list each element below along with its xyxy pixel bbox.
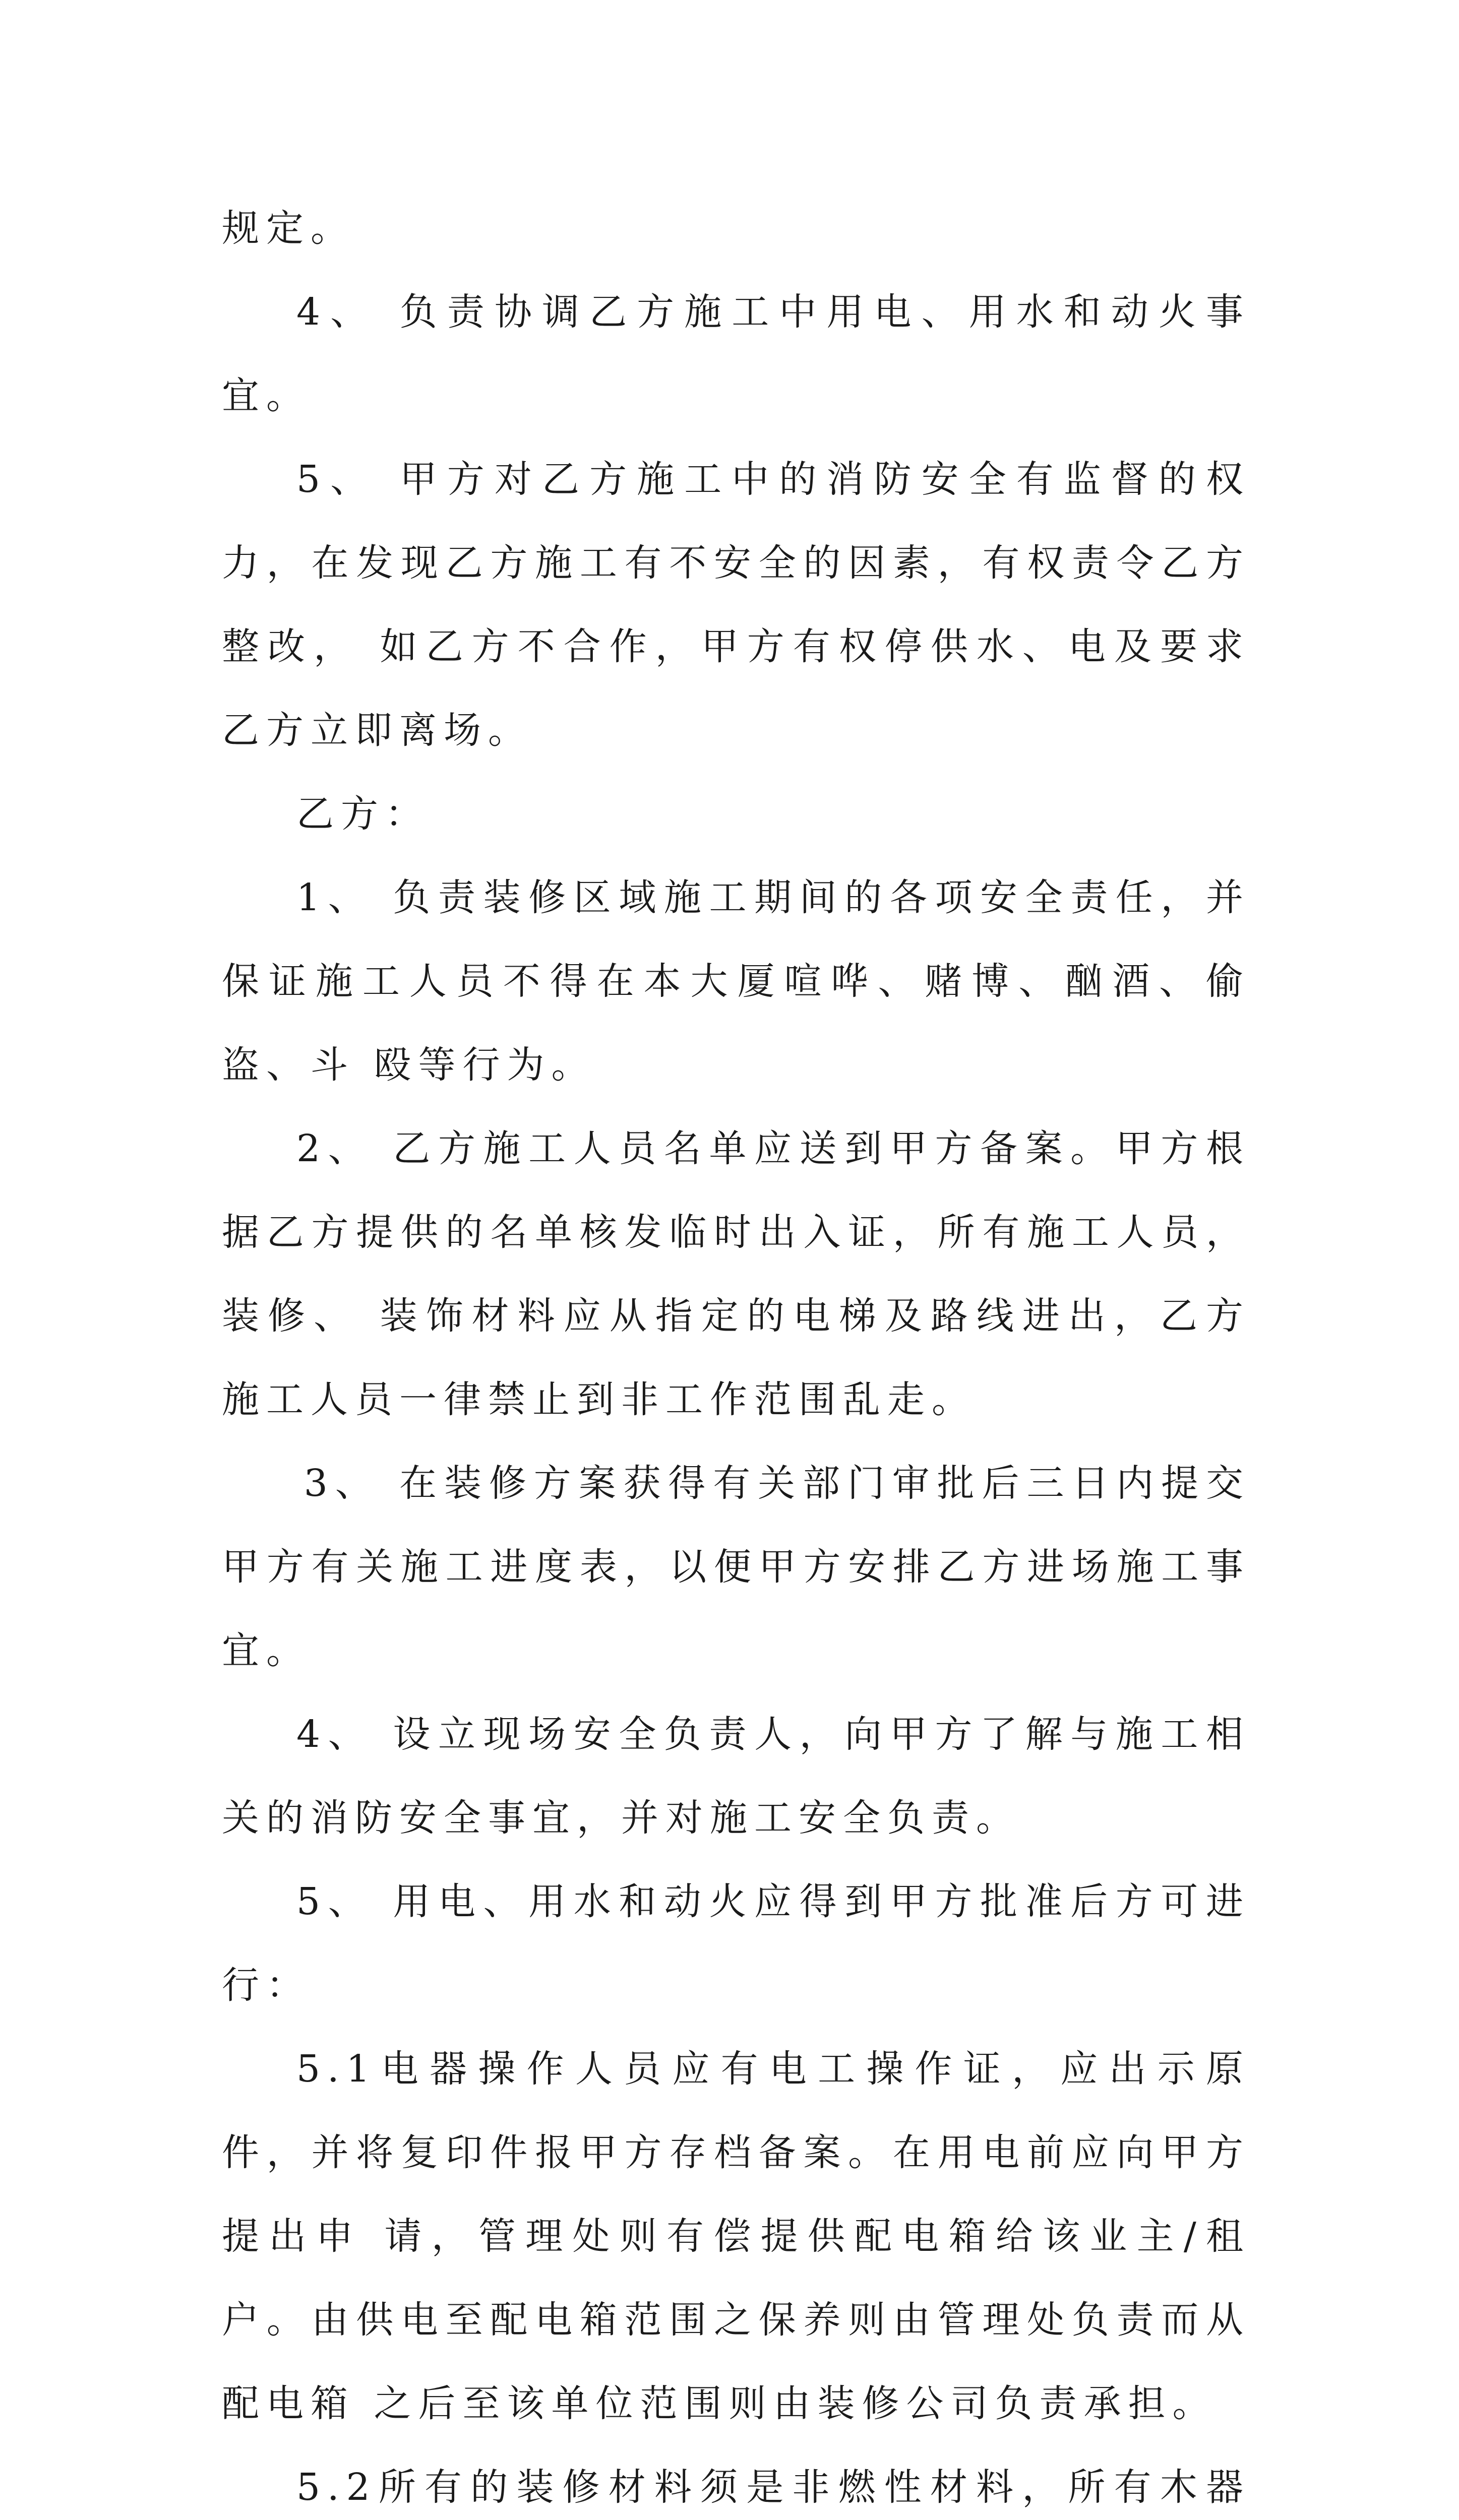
paragraph-party-b-item-1: 1、 负责装修区域施工期间的各项安全责任，并保证施工人员不得在本大厦喧哗、赌博、酗酒、偷盗、斗 殴等行为。 [222,876,1250,1087]
paragraph-continuation: 规定。 [222,207,355,250]
paragraph-party-a-item-4: 4、 负责协调乙方施工中用电、用水和动火事宜。 [222,290,1250,417]
paragraph-party-b-item-2: 2、 乙方施工人员名单应送到甲方备案。甲方根据乙方提供的名单核发临时出入证，所有施工人员，装修、 装饰材料应从指定的电梯及路线进出，乙方施工人员一律禁止到非工作范围乱走。 [222,1127,1250,1421]
paragraph-party-a-item-5: 5、 甲方对乙方施工中的消防安全有监督的权力，在发现乙方施工有不安全的因素，有权责令乙方整改， 如乙方不合作，甲方有权停供水、电及要求乙方立即离场。 [222,458,1250,752]
paragraph-party-b-item-3: 3、 在装修方案获得有关部门审批后三日内提交甲方有关施工进度表，以便甲方安排乙方进场施工事宜。 [222,1462,1250,1672]
heading-party-b: 乙方： [296,792,430,836]
paragraph-party-b-item-5: 5、 用电、用水和动火应得到甲方批准后方可进行： [222,1880,1250,2007]
paragraph-party-b-item-5-1: 5.1电器操作人员应有电工操作证，应出示原件，并将复印件报甲方存档备案。在用电前应向甲方提出申 请，管理处则有偿提供配电箱给该业主/租户。由供电至配电箱范围之保养则由管理处负责而从配电箱 之后至该单位范围则由装修公司负责承担。 [222,2047,1250,2425]
paragraph-party-b-item-4: 4、 设立现场安全负责人，向甲方了解与施工相关的消防安全事宜，并对施工安全负责。 [222,1713,1250,1840]
document-body [222,186,1250,2520]
paragraph-party-b-item-5-2: 5.2所有的装修材料须是非燃性材料，所有木器 [296,2466,1250,2509]
